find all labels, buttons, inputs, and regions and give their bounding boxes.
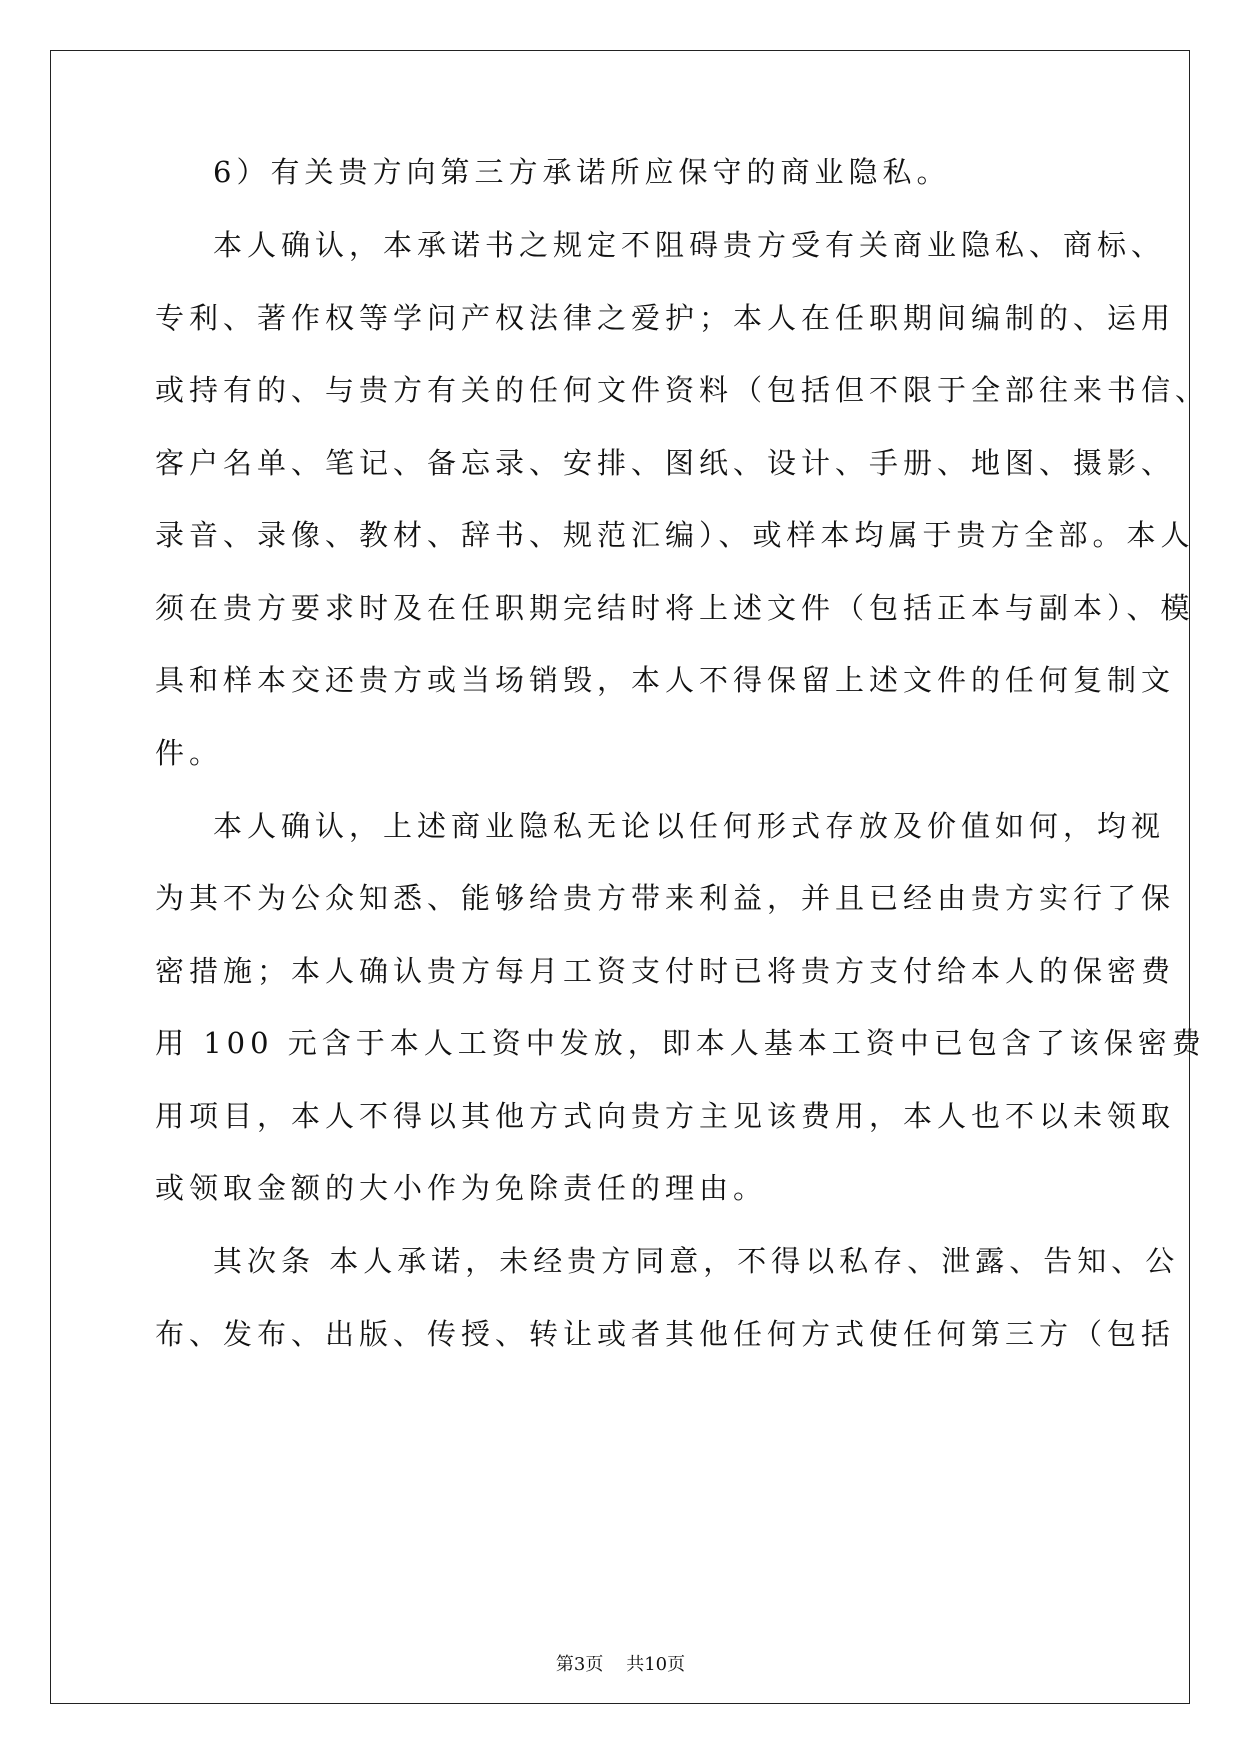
paragraph-line: 本人确认，上述商业隐私无论以任何形式存放及价值如何，均视 (213, 809, 1166, 843)
paragraph-line: 其次条 本人承诺，未经贵方同意，不得以私存、泄露、告知、公 (213, 1244, 1180, 1278)
paragraph-line: 或领取金额的大小作为免除责任的理由。 (155, 1171, 768, 1205)
paragraph-line: 本人确认，本承诺书之规定不阻碍贵方受有关商业隐私、商标、 (213, 228, 1166, 262)
paragraph-line: 6）有关贵方向第三方承诺所应保守的商业隐私。 (213, 155, 951, 189)
paragraph-line: 专利、著作权等学问产权法律之爱护；本人在任职期间编制的、运用 (155, 301, 1176, 335)
paragraph-line: 件。 (155, 736, 224, 770)
paragraph-line: 为其不为公众知悉、能够给贵方带来利益，并且已经由贵方实行了保 (155, 881, 1176, 915)
paragraph-line: 录音、录像、教材、辞书、规范汇编）、或样本均属于贵方全部。本人 (155, 518, 1195, 552)
page-border (50, 50, 1190, 1704)
paragraph-line: 具和样本交还贵方或当场销毁，本人不得保留上述文件的任何复制文 (155, 663, 1176, 697)
page-number-footer: 第3页 共10页 (555, 1654, 686, 1675)
paragraph-line: 用项目，本人不得以其他方式向贵方主见该费用，本人也不以未领取 (155, 1099, 1176, 1133)
paragraph-line: 须在贵方要求时及在任职期完结时将上述文件（包括正本与副本）、模 (155, 591, 1195, 625)
paragraph-line: 布、发布、出版、传授、转让或者其他任何方式使任何第三方（包括 (155, 1317, 1176, 1351)
paragraph-line: 用 100 元含于本人工资中发放，即本人基本工资中已包含了该保密费 (155, 1026, 1206, 1060)
paragraph-line: 客户名单、笔记、备忘录、安排、图纸、设计、手册、地图、摄影、 (155, 446, 1176, 480)
paragraph-line: 密措施；本人确认贵方每月工资支付时已将贵方支付给本人的保密费 (155, 954, 1176, 988)
paragraph-line: 或持有的、与贵方有关的任何文件资料（包括但不限于全部往来书信、 (155, 373, 1210, 407)
